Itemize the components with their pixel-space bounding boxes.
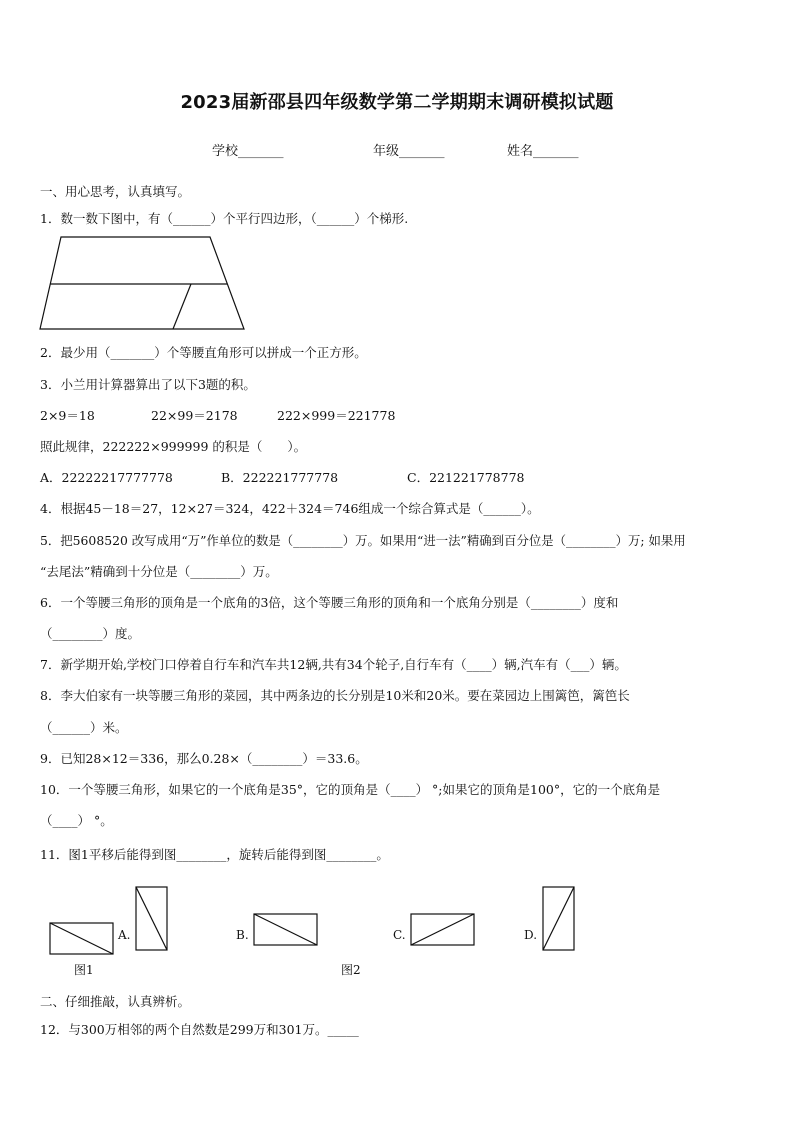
question-11: 11．图1平移后能得到图________，旋转后能得到图________。 bbox=[40, 847, 389, 862]
option-d-label: D. bbox=[524, 928, 538, 942]
option-c-label: C. bbox=[393, 928, 406, 942]
question-4: 4．根据45－18＝27，12×27＝324，422＋324＝746组成一个综合算式是（______）。 bbox=[40, 501, 540, 516]
question-9: 9．已知28×12＝336，那么0.28×（________）＝33.6。 bbox=[40, 751, 368, 766]
school-field: 学校_______ bbox=[212, 144, 284, 159]
question-3-option-b: B．222221777778 bbox=[221, 470, 339, 485]
option-b-figure bbox=[253, 913, 319, 947]
slanted-inner-line bbox=[173, 284, 191, 329]
question-3-calc-3: 222×999＝221778 bbox=[277, 408, 396, 423]
option-a-label: A. bbox=[118, 928, 131, 942]
question-8-line-2: （______）米。 bbox=[40, 720, 128, 735]
section-2-heading: 二、仔细推敲，认真辨析。 bbox=[40, 994, 191, 1009]
figure-1-caption: 图1 bbox=[74, 963, 94, 977]
option-a-figure bbox=[135, 886, 169, 952]
question-6-line-1: 6．一个等腰三角形的顶角是一个底角的3倍，这个等腰三角形的顶角和一个底角分别是（________）度和 bbox=[40, 595, 619, 610]
figure-2-caption: 图2 bbox=[341, 963, 361, 977]
question-3-calc-1: 2×9＝18 bbox=[40, 408, 95, 423]
name-field: 姓名_______ bbox=[507, 144, 579, 159]
question-3-rule: 照此规律，222222×999999 的积是（ ）。 bbox=[40, 439, 307, 454]
question-5-line-1: 5．把5608520 改写成用“万”作单位的数是（________）万。如果用“进一法”精确到百分位是（________）万; 如果用 bbox=[40, 533, 686, 548]
question-5-line-2: “去尾法”精确到十分位是（________）万。 bbox=[40, 564, 278, 579]
question-3-option-a: A．22222217777778 bbox=[40, 470, 173, 485]
outer-trapezoid bbox=[40, 237, 244, 329]
question-3-calc-2: 22×99＝2178 bbox=[151, 408, 238, 423]
question-10-line-1: 10．一个等腰三角形，如果它的一个底角是35°，它的顶角是（____） °;如果它的顶角是100°，它的一个底角是 bbox=[40, 782, 661, 797]
question-6-line-2: （________）度。 bbox=[40, 626, 141, 641]
question-3: 3．小兰用计算器算出了以下3题的积。 bbox=[40, 377, 256, 392]
question-8-line-1: 8．李大伯家有一块等腰三角形的菜园，其中两条边的长分别是10米和20米。要在菜园边上围篱笆，篱笆长 bbox=[40, 688, 630, 703]
figure-1-rectangle bbox=[49, 922, 115, 956]
question-7: 7．新学期开始,学校门口停着自行车和汽车共12辆,共有34个轮子,自行车有（____）辆,汽车有（___）辆。 bbox=[40, 657, 627, 672]
question-1: 1．数一数下图中，有（______）个平行四边形，（______）个梯形. bbox=[40, 211, 409, 226]
question-1-trapezoid-figure bbox=[38, 234, 248, 334]
question-12: 12．与300万相邻的两个自然数是299万和301万。_____ bbox=[40, 1022, 359, 1037]
option-b-label: B. bbox=[236, 928, 249, 942]
option-c-figure bbox=[410, 913, 476, 947]
page-title: 2023届新邵县四年级数学第二学期期末调研模拟试题 bbox=[180, 92, 614, 113]
option-d-figure bbox=[542, 886, 576, 952]
section-1-heading: 一、用心思考，认真填写。 bbox=[40, 184, 191, 199]
question-3-option-c: C．221221778778 bbox=[407, 470, 525, 485]
question-10-line-2: （____） °。 bbox=[40, 813, 113, 828]
question-2: 2．最少用（_______）个等腰直角形可以拼成一个正方形。 bbox=[40, 345, 367, 360]
grade-field: 年级_______ bbox=[373, 144, 445, 159]
